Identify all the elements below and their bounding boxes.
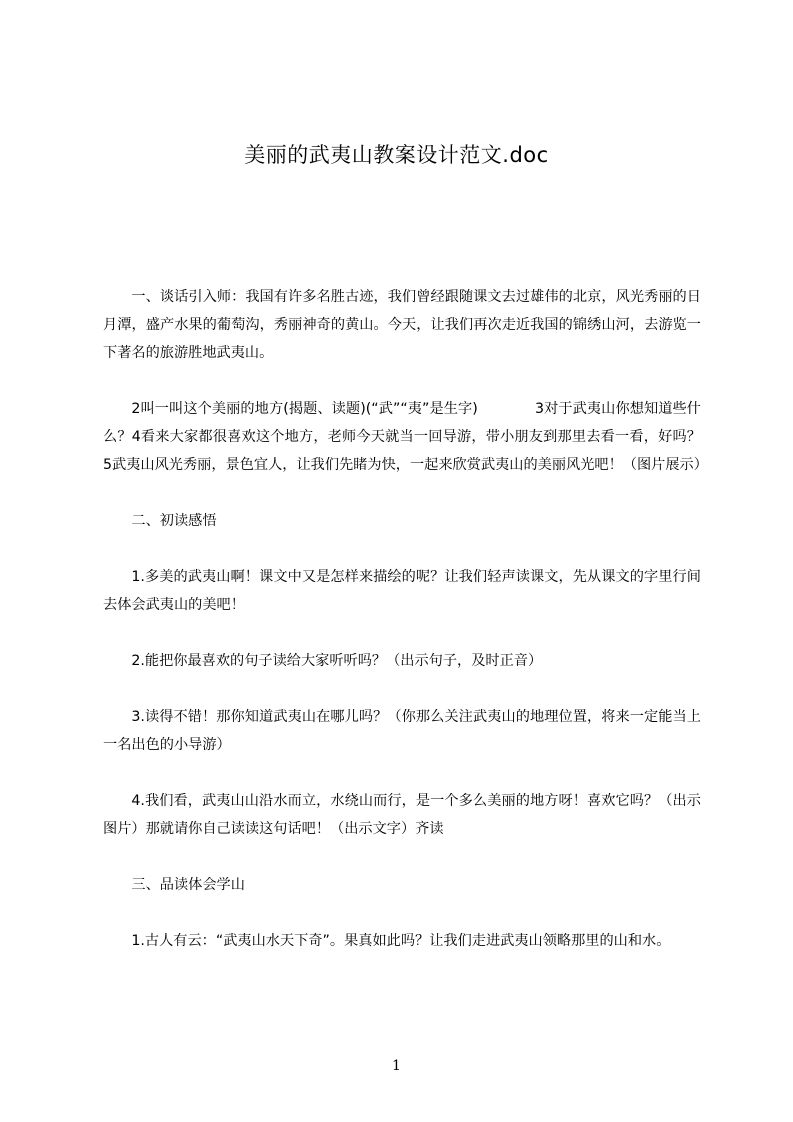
document-title: 美丽的武夷山教案设计范文.doc <box>244 143 549 167</box>
paragraph-intro: 一、谈话引入师：我国有许多名胜古迹，我们曾经跟随课文去过雄伟的北京，风光秀丽的日月潭，盛产水果的葡萄沟，秀丽神奇的黄山。今天，让我们再次走近我国的锦绣山河，去游览一下著名的旅游胜地武夷山。 <box>103 289 701 361</box>
heading-first-reading: 二、初读感悟 <box>131 513 217 529</box>
heading-appreciation: 三、品读体会学山 <box>131 877 245 893</box>
paragraph-step-3: 3.读得不错！那你知道武夷山在哪儿吗？（你那么关注武夷山的地理位置，将来一定能当上一名出色的小导游） <box>103 709 701 753</box>
paragraph-step-4: 4.我们看，武夷山山沿水而立，水绕山而行，是一个多么美丽的地方呀！喜欢它吗？（出示图片）那就请你自己读读这句话吧！（出示文字）齐读 <box>103 793 701 837</box>
paragraph-mountain-water: 1.古人有云：“武夷山水天下奇”。果真如此吗？让我们走进武夷山领略那里的山和水。 <box>131 933 671 949</box>
paragraph-step-1: 1.多美的武夷山啊！课文中又是怎样来描绘的呢？让我们轻声读课文，先从课文的字里行间去体会武夷山的美吧！ <box>103 569 701 613</box>
document-body <box>103 283 708 983</box>
page-number: 1 <box>392 1058 401 1074</box>
paragraph-step-2: 2.能把你最喜欢的句子读给大家听听吗？（出示句子，及时正音） <box>131 653 543 669</box>
paragraph-questions: 2叫一叫这个美丽的地方(揭题、读题)(“武”“夷”是生字) 3对于武夷山你想知道些什么？4看来大家都很喜欢这个地方，老师今天就当一回导游，带小朋友到那里去看一看，好吗？5武夷山风光秀丽，景色宜人，让我们先睹为快，一起来欣赏武夷山的美丽风光吧！（图片展示） <box>103 401 708 473</box>
